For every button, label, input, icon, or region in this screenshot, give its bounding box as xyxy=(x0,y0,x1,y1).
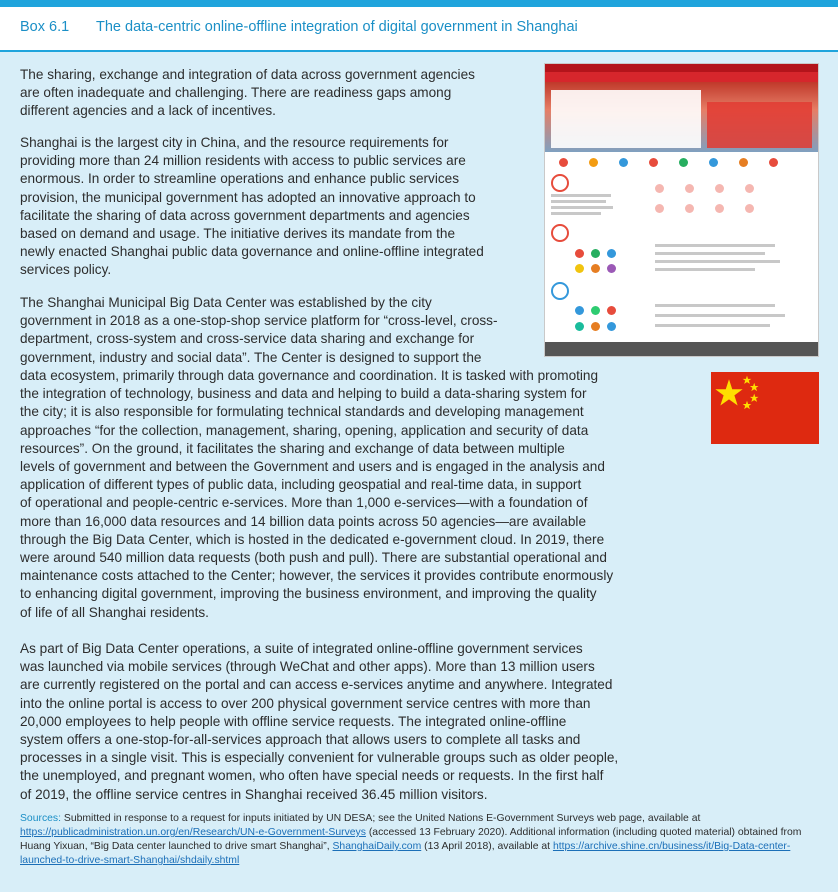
portal-icon xyxy=(607,306,616,315)
portal-text-row xyxy=(551,194,611,197)
portal-navbar xyxy=(545,72,818,82)
portal-banner xyxy=(545,82,818,152)
paragraph-1 xyxy=(20,66,538,121)
accent-bar xyxy=(0,0,838,7)
portal-section-icon xyxy=(551,174,569,192)
text-line: more than 16,000 data resources and 14 billion data points across 50 agencies—are available xyxy=(20,513,587,529)
paragraph-3-narrow xyxy=(20,294,538,367)
portal-icon xyxy=(591,249,600,258)
portal-footer xyxy=(545,342,818,356)
text-line: providing more than 24 million residents with access to public services are xyxy=(20,153,466,169)
text-line: are currently registered on the portal and can access e-services anytime and anywhere. Integrated xyxy=(20,677,613,693)
portal-topbar xyxy=(545,64,818,72)
portal-text-row xyxy=(655,244,775,247)
portal-icon xyxy=(685,184,694,193)
text-line: data ecosystem, primarily through data governance and coordination. It is tasked with promoting xyxy=(20,368,599,383)
text-line: government, industry and social data”. The Center is designed to support the xyxy=(20,349,482,365)
sources-note xyxy=(20,812,812,868)
text-line: processes in a single visit. This is especially convenient for vulnerable groups such as older people, xyxy=(20,750,619,766)
text-line: application of different types of public data, including geospatial and real-time data, in support xyxy=(20,477,582,493)
portal-banner-card xyxy=(551,90,701,148)
paragraph-2 xyxy=(20,134,538,280)
portal-text-row xyxy=(655,314,785,317)
text-line: approaches “for the collection, management, sharing, opening, application and security of data xyxy=(20,422,589,438)
text-line: government in 2018 as a one-stop-shop service platform for “cross-level, cross- xyxy=(20,313,498,329)
portal-icon xyxy=(607,322,616,331)
portal-text-row xyxy=(655,268,755,271)
box-label: Box 6.1 xyxy=(20,19,70,35)
portal-icon xyxy=(649,158,658,167)
sources-text: (13 April 2018), available at xyxy=(421,841,553,852)
shine-archive-link[interactable]: https://archive.shine.cn/business/it/Big-Data-center-launched-to-drive-smart-Shanghai/shdaily.shtml xyxy=(20,841,791,866)
portal-icon xyxy=(607,264,616,273)
portal-text-row xyxy=(551,200,606,203)
text-line: levels of government and between the Government and users and is engaged in the analysis and xyxy=(20,459,605,475)
portal-icon xyxy=(655,204,664,213)
text-line: maintenance costs attached to the Center; however, the services it provides contribute enormously xyxy=(20,568,614,584)
portal-icon xyxy=(739,158,748,167)
text-line: was launched via mobile services (through WeChat and other apps). More than 13 million users xyxy=(20,659,595,675)
portal-screenshot xyxy=(545,64,818,356)
portal-text-row xyxy=(655,260,780,263)
portal-text-row xyxy=(551,212,601,215)
portal-icon xyxy=(591,322,600,331)
portal-icon xyxy=(575,249,584,258)
text-line: the unemployed, and pregnant women, who often have special needs or requests. In the first half xyxy=(20,768,604,784)
portal-icon xyxy=(685,204,694,213)
text-line: were around 540 million data requests (both push and pull). There are substantial operational and xyxy=(20,550,607,566)
portal-icon xyxy=(715,204,724,213)
paragraph-4 xyxy=(20,640,670,804)
portal-icon xyxy=(655,184,664,193)
portal-text-row xyxy=(655,324,770,327)
text-line: the city; it is also responsible for formulating technical standards and developing management xyxy=(20,404,584,420)
text-line: resources”. On the ground, it facilitates the sharing and exchange of data between multiple xyxy=(20,440,565,456)
text-line: the integration of technology, business and data and helping to build a data-sharing system for xyxy=(20,386,587,402)
portal-icon xyxy=(745,204,754,213)
text-line: newly enacted Shanghai public data governance and online-offline integrated xyxy=(20,244,484,260)
portal-icon xyxy=(575,322,584,331)
portal-icon xyxy=(745,184,754,193)
text-line: The sharing, exchange and integration of data across government agencies xyxy=(20,67,475,82)
text-line: The Shanghai Municipal Big Data Center was established by the city xyxy=(20,295,432,310)
paragraph-3-wide xyxy=(20,367,670,622)
text-line: into the online portal is access to over 200 physical government service centres with more than xyxy=(20,695,591,711)
text-line: system offers a one-stop-for-all-services approach that allows users to complete all tasks and xyxy=(20,732,581,748)
text-line: As part of Big Data Center operations, a suite of integrated online-offline government services xyxy=(20,641,583,656)
flag-field xyxy=(711,372,819,444)
portal-section-icon xyxy=(551,282,569,300)
portal-icon xyxy=(619,158,628,167)
sources-label: Sources: xyxy=(20,813,62,824)
text-line: are often inadequate and challenging. There are readiness gaps among xyxy=(20,85,452,101)
portal-icon xyxy=(715,184,724,193)
portal-icon xyxy=(591,264,600,273)
china-flag-icon xyxy=(711,372,819,444)
text-line: different agencies and a lack of incentives. xyxy=(20,103,276,119)
portal-icon xyxy=(607,249,616,258)
portal-icon xyxy=(591,306,600,315)
box-header xyxy=(0,7,838,52)
portal-section-icon xyxy=(551,224,569,242)
portal-icon xyxy=(709,158,718,167)
portal-banner-promo xyxy=(707,102,812,148)
un-surveys-link[interactable]: https://publicadministration.un.org/en/Research/UN-e-Government-Surveys xyxy=(20,827,366,838)
text-line: through the Big Data Center, which is hosted in the dedicated e-government cloud. In 2019, there xyxy=(20,531,605,547)
text-line: to enhancing digital government, improving the business environment, and improving the quality xyxy=(20,586,597,602)
text-line: facilitate the sharing of data across government departments and agencies xyxy=(20,207,470,223)
portal-icon xyxy=(575,306,584,315)
portal-icon xyxy=(575,264,584,273)
portal-icon xyxy=(679,158,688,167)
text-line: based on demand and usage. The initiative derives its mandate from the xyxy=(20,226,456,242)
sources-text: (accessed 13 February 2020). Additional information (including quoted material) obtained from Huang Yixuan, “Big Data center launched to drive smart Shanghai”, xyxy=(20,827,802,852)
portal-icon xyxy=(769,158,778,167)
text-line: services policy. xyxy=(20,262,112,278)
shanghaidaily-link[interactable]: ShanghaiDaily.com xyxy=(332,841,422,852)
text-line: provision, the municipal government has adopted an innovative approach to xyxy=(20,189,476,205)
text-line: enormous. In order to streamline operations and enhance public services xyxy=(20,171,460,187)
text-line: of 2019, the offline service centres in Shanghai received 36.45 million visitors. xyxy=(20,786,488,802)
portal-icon xyxy=(559,158,568,167)
text-line: 20,000 employees to help people with offline service requests. The integrated online-offline xyxy=(20,713,567,729)
text-line: Shanghai is the largest city in China, and the resource requirements for xyxy=(20,135,449,150)
portal-text-row xyxy=(551,206,613,209)
text-line: of life of all Shanghai residents. xyxy=(20,604,209,620)
sources-text: Submitted in response to a request for inputs initiated by UN DESA; see the United Nations E-Government Surveys web page, available at xyxy=(61,813,701,824)
text-line: department, cross-system and cross-service data sharing and exchange for xyxy=(20,331,475,347)
box-title: The data-centric online-offline integration of digital government in Shanghai xyxy=(96,19,578,35)
portal-text-row xyxy=(655,304,775,307)
portal-icon xyxy=(589,158,598,167)
portal-text-row xyxy=(655,252,765,255)
text-line: of operational and people-centric e-services. More than 1,000 e-services—with a foundation of xyxy=(20,495,588,511)
